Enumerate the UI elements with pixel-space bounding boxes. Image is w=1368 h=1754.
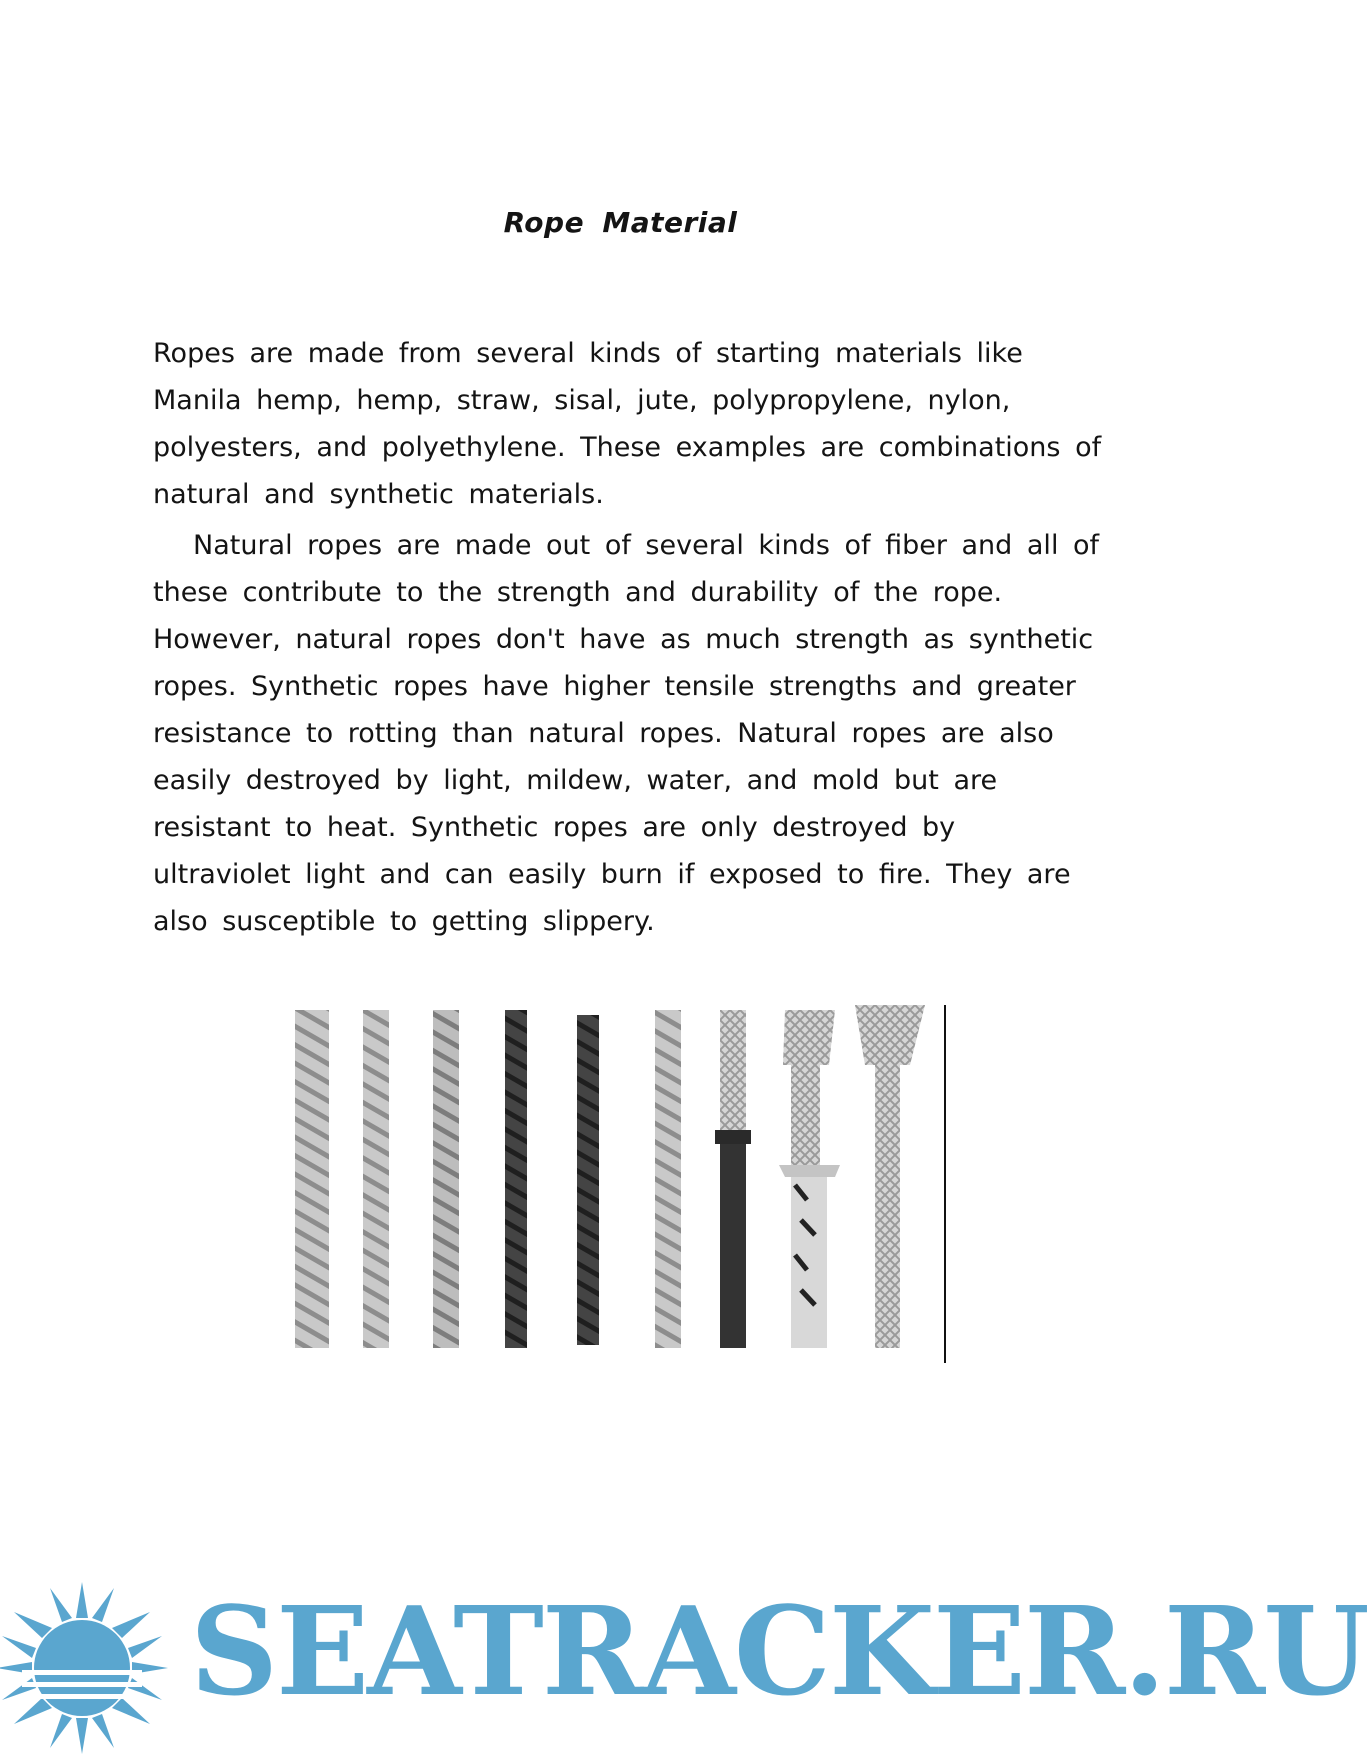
rope-5 [577, 1015, 599, 1345]
rope-6 [655, 1010, 681, 1348]
rope-2 [363, 1010, 389, 1348]
body-text [153, 330, 1103, 945]
paragraph-1: Ropes are made from several kinds of starting materials like Manila hemp, hemp, straw, sisal, jute, polypropylene, nylon, polyesters, and polyethylene. These examples are combinations of natural and synthetic materials. [153, 338, 1102, 510]
rope-3 [433, 1010, 459, 1348]
rope-7 [715, 1010, 751, 1348]
rope-samples-photo [295, 1005, 950, 1365]
rope-1 [295, 1010, 329, 1348]
page-title: Rope Material [503, 206, 738, 239]
paragraph-2: Natural ropes are made out of several kinds of fiber and all of these contribute to the strength and durability of the rope. However, natural ropes don't have as much strength as synthetic ropes. Synthetic ropes have higher tensile strengths and greater resistance to rotting than natural ropes. Natural ropes are also easily destroyed by light, mildew, water, and mold but are resistant to heat. Synthetic ropes are only destroyed by ultraviolet light and can easily burn if exposed to fire. They are also susceptible to getting slippery. [153, 530, 1100, 937]
rope-4 [505, 1010, 527, 1348]
watermark-text: SEATRACKER.RU [190, 1579, 1368, 1723]
